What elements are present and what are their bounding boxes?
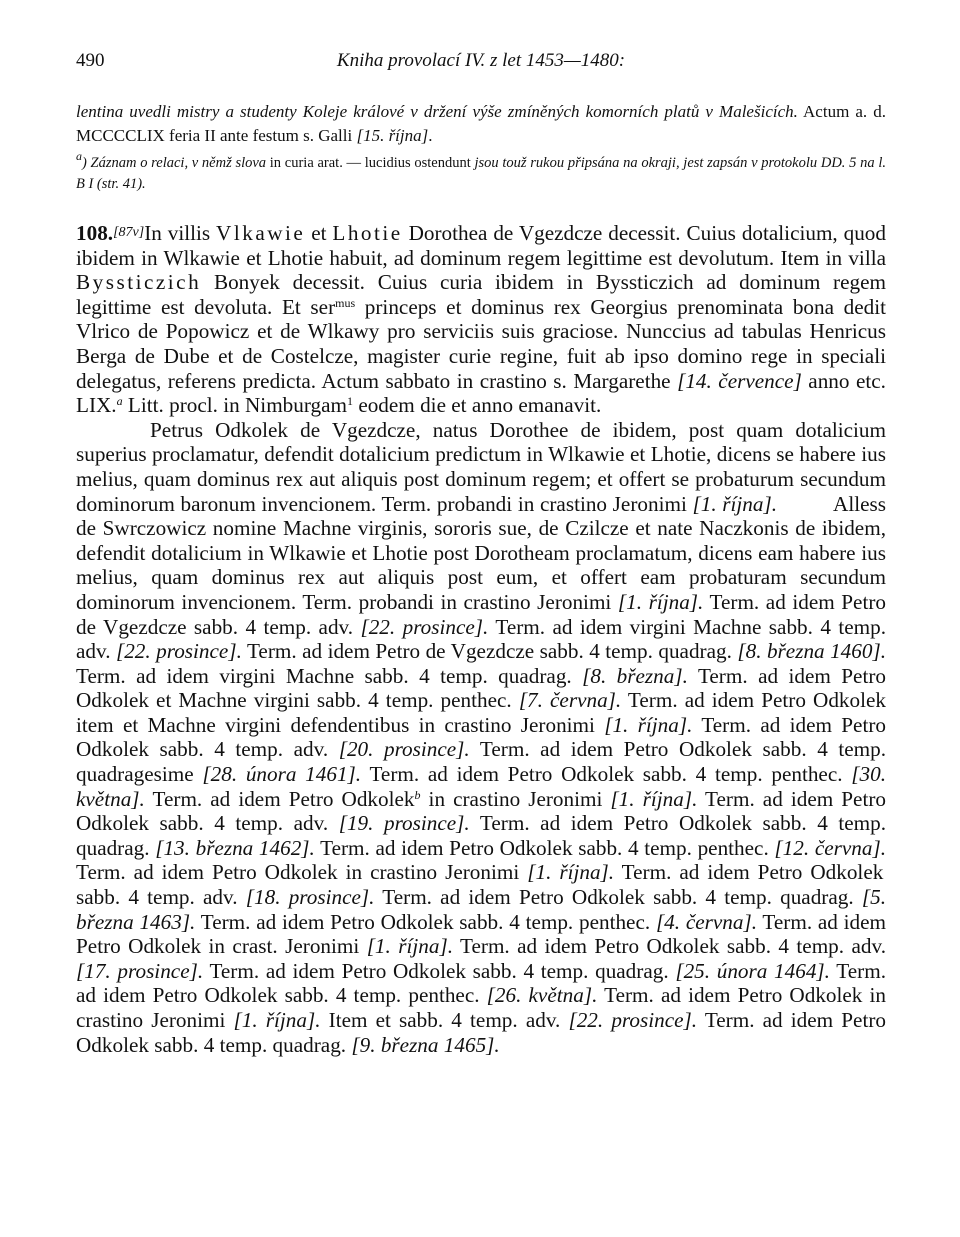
text-segment: Term. ad idem Petro Odkolek sabb. 4 temp. adv. [76, 860, 884, 910]
text-segment: [1. října]. [692, 491, 778, 516]
text-segment: Term. ad idem Petro Odkolek in crast. Jeronimi [76, 909, 887, 959]
text-segment: Term. ad idem Petro Odkolek sabb. 4 temp. penthec. [314, 835, 775, 860]
text-segment: [5. března 1463]. [76, 885, 887, 934]
text-segment: Litt. procl. in Nimburgam [122, 393, 348, 418]
text-segment: [12. června]. [774, 835, 887, 860]
text-segment: Item et sabb. 4 temp. adv. [320, 1008, 569, 1032]
text-segment: Term. ad idem Petro Odkolek sabb. 4 temp. adv. [76, 712, 886, 762]
text-segment: Term. ad idem Petro Odkolek sabb. 4 temp. penthec. [76, 958, 886, 1008]
text-segment: [25. února 1464]. [675, 958, 830, 983]
text-segment: Term. ad idem Petro Odkolek sabb. 4 temp. quadrag. [76, 811, 887, 860]
text-segment: Term. ad idem Petro Odkolek sabb. 4 temp. adv. [76, 786, 886, 836]
text-segment: anno etc. LIX. [76, 368, 886, 418]
previous-entry-continuation [76, 100, 886, 148]
entry-paragraph-1 [76, 221, 886, 418]
text-segment: Dorothea de Vgezdcze decessit. Cuius dotalicium, quod ibidem in Wlkawie et Lhotie habuit, ad dominum regem legittime est devolutum. Item in villa [76, 221, 886, 270]
actum-text: Actum a. d. MCCCCLIX feria II ante festum s. Galli [76, 102, 886, 145]
text-segment: [1. října]. [527, 860, 615, 885]
document-page [76, 50, 886, 1057]
text-segment: Term. ad idem Petro de Vgezdcze sabb. 4 temp. adv. [76, 589, 887, 639]
text-segment: Term. ad idem Petro Odkolek sabb. 4 temp. quadrag. [374, 885, 862, 910]
text-segment: Term. ad idem virgini Machne sabb. 4 temp. adv. [76, 614, 886, 664]
actum-date: [15. října] [356, 126, 429, 145]
text-segment: [8. března]. [582, 663, 688, 688]
folio-mark: [87v] [113, 225, 145, 240]
entry-number: 108. [76, 221, 114, 245]
text-segment: [1. října]. [233, 1008, 321, 1032]
text-segment: [20. prosince]. [338, 737, 470, 762]
footnote-a [76, 149, 886, 195]
text-segment: [26. května]. [486, 983, 598, 1008]
footnote-part-2: in curia arat. — lucidius ostendunt [266, 155, 475, 171]
text-segment: [1. října]. [366, 934, 453, 959]
text-segment: princeps et dominus rex Georgius prenominata bona dedit Vlrico de Popowicz et de Wlkawy pro serviciis suis graciose. Nunccius ad tabulas Henricus Berga de Dube et de Costelcze, magister curie regine, fuit ab ipso domino rege in speciali delegatus, referens predicta. Actum sabbato in crastino s. Margarethe [76, 294, 886, 393]
text-segment: Term. ad idem Petro Odkolek sabb. 4 temp. adv. [453, 934, 886, 959]
text-segment: In villis [144, 221, 217, 245]
entry-108 [76, 221, 886, 1057]
footnote-part-1: ) Záznam o relaci, v němž slova [82, 155, 267, 171]
text-segment: Vlkawie [216, 221, 306, 245]
actum-end: . [428, 126, 433, 145]
text-segment: et [305, 221, 333, 245]
text-segment: 1 [347, 394, 354, 409]
text-segment: Term. ad idem Petro Odkolek sabb. 4 temp. penthec. [361, 762, 852, 787]
text-segment: Term. ad idem Petro Odkolek in crastino Jeronimi [76, 860, 528, 885]
running-title: Kniha provolací IV. z let 1453—1480: [336, 50, 626, 71]
text-segment: [17. prosince]. [76, 958, 204, 983]
text-segment: [22. prosince]. [360, 614, 489, 639]
text-segment: mus [335, 295, 356, 310]
text-segment: [14. července] [677, 368, 802, 393]
footnote-part-3: jsou touž rukou připsána na okraji, jest zapsán v protokolu DD. 5 na l. B I (str. 41). [76, 155, 886, 192]
text-segment: [22. prosince]. [568, 1008, 698, 1032]
text-segment: a [116, 394, 123, 409]
entry-paragraph-2 [76, 418, 886, 1057]
text-segment: Byssticzich [76, 270, 202, 295]
text-segment: Term. ad idem Petro Odkolek sabb. 4 temp. quadragesime [76, 737, 887, 787]
text-segment: Term. ad idem Petro Odkolek item et Machne virgini defendentibus in crastino Jeronimi [76, 688, 886, 737]
text-segment: Lhotie [332, 221, 403, 245]
text-segment: Term. ad idem Petro Odkolek sabb. 4 temp. quadrag. [203, 958, 676, 983]
text-segment: eodem die et anno emanavit. [353, 393, 602, 418]
text-segment: Term. ad idem Petro Odkolek et Machne virgini sabb. 4 temp. penthec. [76, 663, 886, 713]
text-segment: Term. ad idem virgini Machne sabb. 4 temp. quadrag. [76, 663, 583, 688]
text-segment: [1. října]. [617, 589, 704, 614]
text-segment: Term. ad idem Petro de Vgezdcze sabb. 4 temp. quadrag. [241, 639, 738, 664]
text-segment: in crastino Jeronimi [420, 786, 611, 811]
text-segment: [9. března 1465]. [351, 1032, 500, 1057]
text-segment: [30. května]. [76, 762, 886, 811]
text-segment: Term. ad idem Petro Odkolek in crastino Jeronimi [76, 983, 887, 1032]
text-segment: [4. června]. [655, 909, 758, 934]
text-segment: [18. prosince]. [245, 885, 375, 910]
text-segment: [7. června]. [518, 688, 622, 713]
czech-regest-end: lentina uvedli mistry a studenty Koleje králové v držení výše zmíněných komorních platů v Malešicích. [76, 102, 798, 121]
text-segment: Term. ad idem Petro Odkolek sabb. 4 temp. quadrag. [76, 1008, 886, 1057]
text-segment: [13. března 1462]. [155, 835, 315, 860]
page-number: 490 [76, 50, 105, 71]
footnote-mark: a [76, 149, 82, 163]
running-header [76, 50, 886, 80]
text-segment: [28. února 1461]. [202, 762, 362, 787]
text-segment: [1. října]. [604, 712, 693, 737]
text-segment: Bonyek decessit. Cuius curia ibidem in Byssticzich ad dominum regem legittime est devoluta. Et ser [76, 270, 886, 319]
text-segment: Term. ad idem Petro Odkolek [144, 786, 415, 811]
text-segment: Term. ad idem Petro Odkolek sabb. 4 temp. penthec. [195, 909, 656, 934]
text-segment: [8. března 1460]. [737, 639, 887, 664]
text-segment: [19. prosince]. [338, 811, 470, 836]
text-segment: b [414, 787, 421, 802]
text-segment: Alless de Swrczowicz nomine Machne virginis, sororis sue, de Czilcze et nate Naczkonis de ibidem, defendit dotalicium in Wlkawie et Lhotie post Dorotheam proclamatum, dicens eam habere ius melius, quam dominus rex aut aliquis post eum, et offert eam probaturam secundum dominorum invencionem. Term. probandi in crastino Jeronimi [76, 491, 886, 614]
text-segment: [1. října]. [610, 786, 698, 811]
text-segment: [22. prosince]. [115, 639, 242, 664]
text-segment: Petrus Odkolek de Vgezdcze, natus Dorothee de ibidem, post quam dotalicium superius proclamatur, defendit dotalicium predictum in Wlkawie et Lhotie, dicens se habere ius melius, quam dominus rex aut aliquis post dominum regem; et offert se probaturum secundum dominorum baronum invencionem. Term. probandi in crastino Jeronimi [76, 417, 886, 516]
